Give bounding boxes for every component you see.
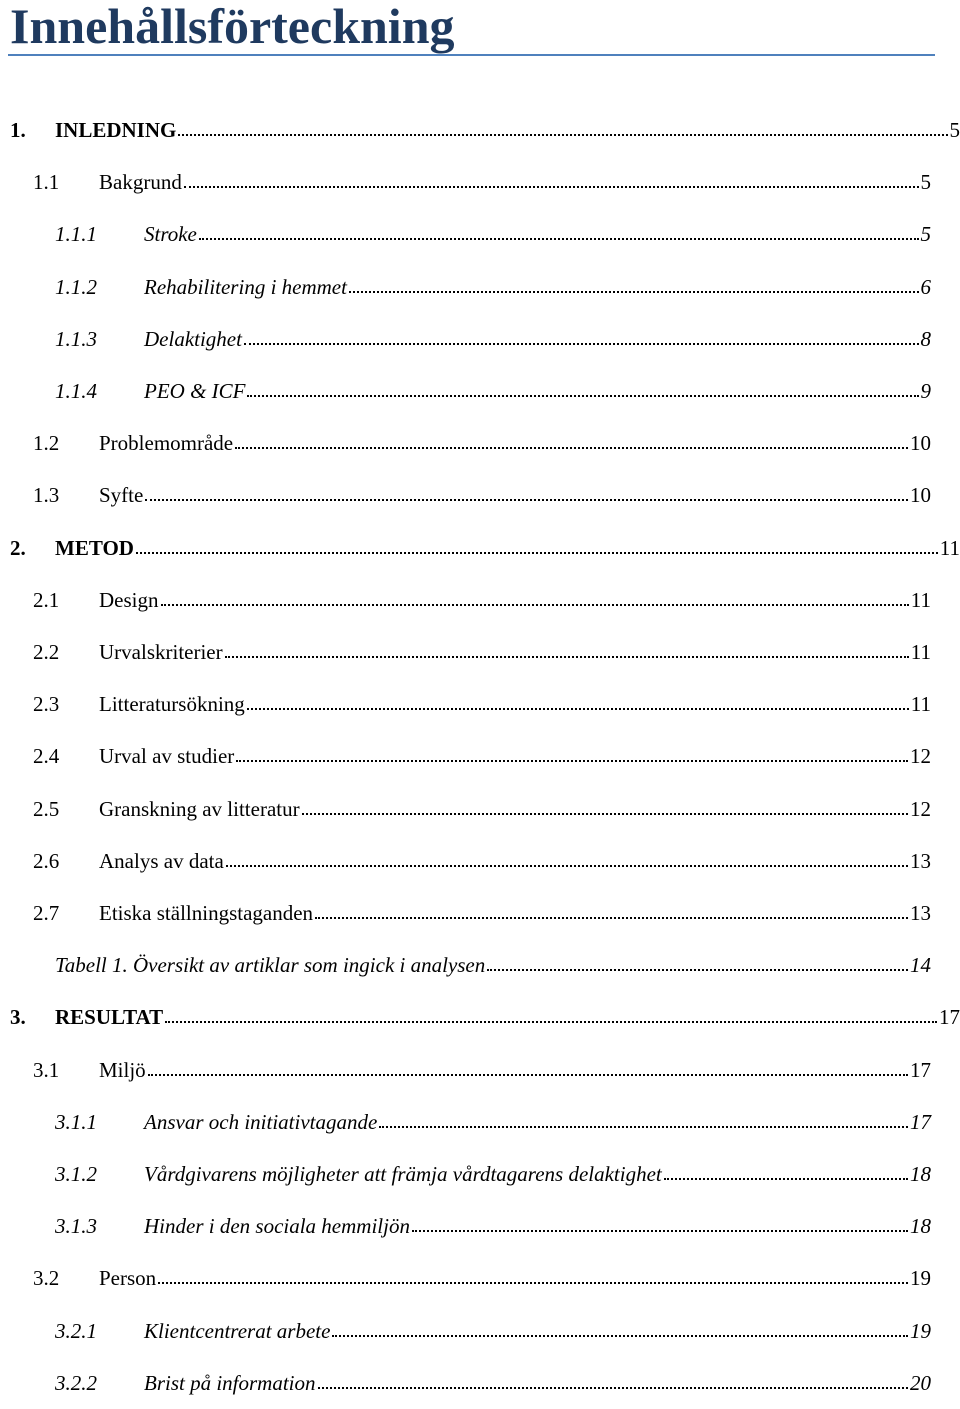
toc-entry-page-number: 11 xyxy=(911,626,931,678)
toc-entry[interactable] xyxy=(10,104,960,156)
toc-entry-number: 2.5 xyxy=(33,783,99,835)
toc-entry-label: Tabell 1. Översikt av artiklar som ingick i analysen xyxy=(55,939,485,991)
toc-entry-label: Design xyxy=(99,574,159,626)
toc-entry-label: METOD xyxy=(55,522,134,574)
toc-entry-label: Ansvar och initiativtagande xyxy=(144,1096,377,1148)
toc-dot-leader xyxy=(136,548,938,554)
toc-entry-number: 3.2.1 xyxy=(55,1305,144,1357)
toc-entry-page-number: 13 xyxy=(910,887,931,939)
toc-entry-label: Stroke xyxy=(144,208,197,260)
toc-entry[interactable] xyxy=(55,1200,931,1252)
toc-dot-leader xyxy=(332,1331,908,1337)
toc-entry-number: 2.7 xyxy=(33,887,99,939)
toc-entry[interactable] xyxy=(10,522,960,574)
toc-entry[interactable] xyxy=(55,1096,931,1148)
toc-entry-page-number: 5 xyxy=(921,156,932,208)
toc-entry-label: Syfte xyxy=(99,469,143,521)
toc-entry-label: Rehabilitering i hemmet xyxy=(144,261,347,313)
toc-dot-leader xyxy=(225,652,909,658)
toc-dot-leader xyxy=(165,1017,937,1023)
toc-entry-label: Hinder i den sociala hemmiljön xyxy=(144,1200,410,1252)
toc-entry-page-number: 11 xyxy=(911,574,931,626)
toc-entry-label: Delaktighet xyxy=(144,313,242,365)
toc-entry-page-number: 18 xyxy=(910,1148,931,1200)
toc-entry[interactable] xyxy=(33,574,931,626)
toc-entry-number: 1.3 xyxy=(33,469,99,521)
toc-entry[interactable] xyxy=(33,156,931,208)
toc-entry[interactable] xyxy=(33,1252,931,1304)
toc-entry[interactable] xyxy=(33,626,931,678)
toc-entry-label: Brist på information xyxy=(144,1357,316,1409)
toc-entry-page-number: 6 xyxy=(921,261,932,313)
toc-dot-leader xyxy=(178,130,947,136)
toc-entry-number: 2.2 xyxy=(33,626,99,678)
toc-entry-page-number: 12 xyxy=(910,783,931,835)
toc-entry[interactable] xyxy=(55,313,931,365)
toc-entry-page-number: 11 xyxy=(940,522,960,574)
toc-entry[interactable] xyxy=(33,678,931,730)
toc-entry-page-number: 17 xyxy=(910,1044,931,1096)
toc-dot-leader xyxy=(236,756,908,762)
toc-dot-leader xyxy=(161,600,909,606)
toc-entry-page-number: 17 xyxy=(939,991,960,1043)
toc-entry-number: 1. xyxy=(10,104,55,156)
toc-entry-label: RESULTAT xyxy=(55,991,163,1043)
toc-entry-page-number: 17 xyxy=(910,1096,931,1148)
toc-entry-page-number: 10 xyxy=(910,417,931,469)
toc-dot-leader xyxy=(184,182,919,188)
toc-entry-number: 1.1.4 xyxy=(55,365,144,417)
toc-entry-label: Klientcentrerat arbete xyxy=(144,1305,330,1357)
toc-entry-label: PEO & ICF xyxy=(144,365,245,417)
toc-dot-leader xyxy=(247,391,918,397)
toc-entry-label: Person xyxy=(99,1252,156,1304)
toc-dot-leader xyxy=(158,1278,908,1284)
toc-entry-number: 1.1.1 xyxy=(55,208,144,260)
toc-dot-leader xyxy=(199,234,919,240)
document-title: Innehållsförteckning xyxy=(10,0,455,58)
toc-entry-page-number: 20 xyxy=(910,1357,931,1409)
toc-entry-label: Vårdgivarens möjligheter att främja vårdtagarens delaktighet xyxy=(144,1148,662,1200)
toc-entry-number: 2.3 xyxy=(33,678,99,730)
toc-entry[interactable] xyxy=(33,887,931,939)
toc-entry-page-number: 12 xyxy=(910,730,931,782)
toc-entry-number: 3.1.2 xyxy=(55,1148,144,1200)
toc-entry[interactable] xyxy=(55,261,931,313)
toc-entry-number: 2.1 xyxy=(33,574,99,626)
toc-dot-leader xyxy=(412,1226,908,1232)
title-underline xyxy=(8,54,935,56)
toc-entry-page-number: 19 xyxy=(910,1252,931,1304)
toc-entry-label: Urvalskriterier xyxy=(99,626,223,678)
toc-entry-number: 3. xyxy=(10,991,55,1043)
toc-entry[interactable] xyxy=(55,1148,931,1200)
toc-entry[interactable] xyxy=(55,1305,931,1357)
toc-entry-number: 2.4 xyxy=(33,730,99,782)
toc-entry[interactable] xyxy=(33,835,931,887)
toc-entry[interactable] xyxy=(10,991,960,1043)
toc-entry-label: Granskning av litteratur xyxy=(99,783,300,835)
toc-entry-label: Miljö xyxy=(99,1044,146,1096)
toc-dot-leader xyxy=(379,1122,908,1128)
toc-dot-leader xyxy=(349,287,919,293)
toc-dot-leader xyxy=(226,861,908,867)
toc-dot-leader xyxy=(318,1383,908,1389)
toc-entry[interactable] xyxy=(55,208,931,260)
toc-entry-page-number: 18 xyxy=(910,1200,931,1252)
toc-entry-page-number: 8 xyxy=(921,313,932,365)
toc-dot-leader xyxy=(487,965,908,971)
toc-entry-page-number: 11 xyxy=(911,678,931,730)
toc-entry-page-number: 14 xyxy=(910,939,931,991)
toc-entry-page-number: 19 xyxy=(910,1305,931,1357)
toc-entry-page-number: 5 xyxy=(950,104,960,156)
toc-entry-label: Problemområde xyxy=(99,417,233,469)
toc-entry[interactable] xyxy=(33,783,931,835)
toc-entry-number: 3.1.1 xyxy=(55,1096,144,1148)
toc-dot-leader xyxy=(664,1174,908,1180)
toc-entry-page-number: 9 xyxy=(921,365,932,417)
toc-entry[interactable] xyxy=(33,469,931,521)
toc-entry-number: 3.2.2 xyxy=(55,1357,144,1409)
toc-entry-number: 1.1.2 xyxy=(55,261,144,313)
toc-dot-leader xyxy=(247,704,909,710)
toc-entry-page-number: 13 xyxy=(910,835,931,887)
toc-entry-number: 3.1 xyxy=(33,1044,99,1096)
toc-dot-leader xyxy=(302,809,908,815)
toc-entry-label: Bakgrund xyxy=(99,156,182,208)
toc-entry-number: 3.2 xyxy=(33,1252,99,1304)
toc-entry-number: 1.1 xyxy=(33,156,99,208)
toc-entry-label: Litteratursökning xyxy=(99,678,245,730)
toc-entry-number: 2.6 xyxy=(33,835,99,887)
toc-entry-label: INLEDNING xyxy=(55,104,176,156)
toc-entry-number: 1.1.3 xyxy=(55,313,144,365)
toc-dot-leader xyxy=(235,443,908,449)
toc-entry-label: Analys av data xyxy=(99,835,224,887)
toc-dot-leader xyxy=(244,339,919,345)
toc-entry[interactable] xyxy=(33,1044,931,1096)
toc-entry-page-number: 10 xyxy=(910,469,931,521)
toc-entry[interactable] xyxy=(55,365,931,417)
toc-dot-leader xyxy=(315,913,908,919)
toc-entry[interactable] xyxy=(55,939,931,991)
toc-entry[interactable] xyxy=(55,1357,931,1409)
toc-entry[interactable] xyxy=(33,417,931,469)
toc-entry-label: Urval av studier xyxy=(99,730,234,782)
toc-entry-number: 3.1.3 xyxy=(55,1200,144,1252)
toc-entry-label: Etiska ställningstaganden xyxy=(99,887,313,939)
toc-entry-page-number: 5 xyxy=(921,208,932,260)
toc-dot-leader xyxy=(145,495,908,501)
toc-dot-leader xyxy=(148,1070,908,1076)
toc-entry-number: 2. xyxy=(10,522,55,574)
toc-entry-number: 1.2 xyxy=(33,417,99,469)
toc-entry[interactable] xyxy=(33,730,931,782)
